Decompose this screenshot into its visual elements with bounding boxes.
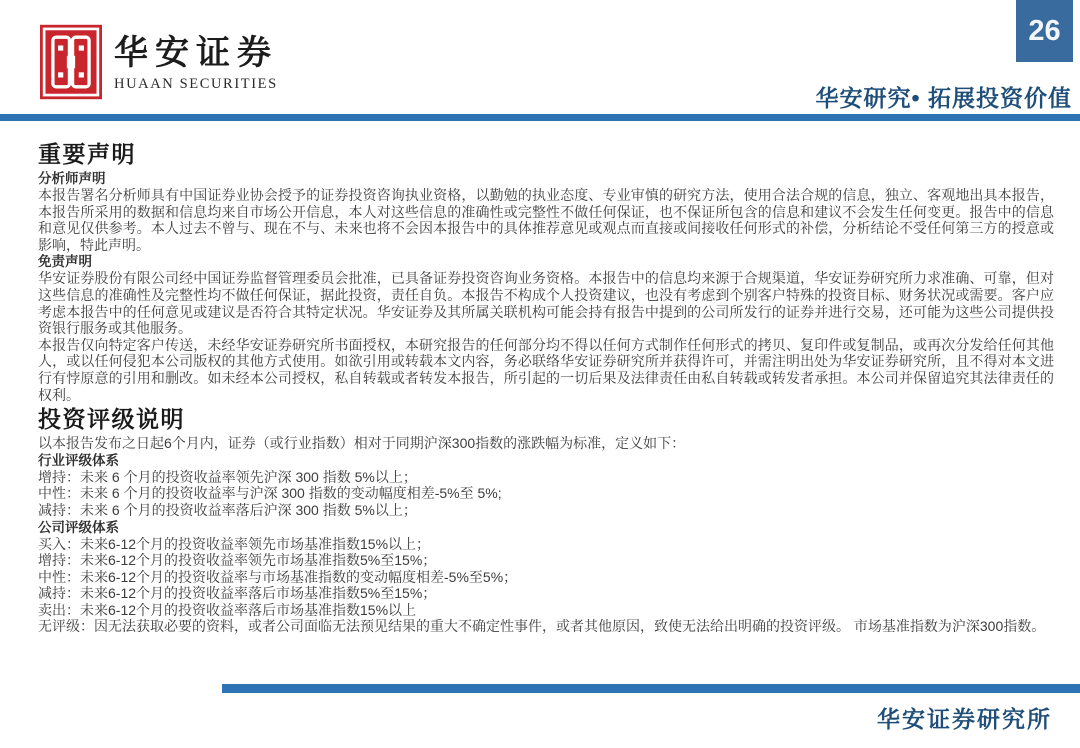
no-rating-note: 无评级：因无法获取必要的资料，或者公司面临无法预见结果的重大不确定性事件，或者其他原因，致使无法给出明确的投资评级。 市场基准指数为沪深300指数。 [38,618,1046,635]
company-rating-line: 中性：未来6-12个月的投资收益率与市场基准指数的变动幅度相差-5%至5%； [38,568,518,585]
industry-rating-line: 中性：未来 6 个月的投资收益率与沪深 300 指数的变动幅度相差-5%至 5%; [38,485,502,502]
header-rule [0,114,1080,121]
rating-intro: 以本报告发布之日起6个月内，证券（或行业指数）相对于同期沪深300指数的涨跌幅为标准，定义如下： [38,435,686,452]
brand-seal-icon [40,24,102,100]
analyst-statement-heading: 分析师声明 [38,171,106,186]
brand-name-cn: 华安证券 [114,33,278,73]
footer-rule [222,684,1080,693]
footer-institute-name: 华安证券研究所 [877,706,1052,732]
company-rating-line: 卖出：未来6-12个月的投资收益率落后市场基准指数15%以上 [38,601,417,618]
brand-text [114,34,278,93]
section-title-rating: 投资评级说明 [38,406,185,433]
section-title-important: 重要声明 [38,141,136,167]
industry-rating-line: 减持：未来 6 个月的投资收益率落后沪深 300 指数 5%以上； [38,501,417,518]
disclaimer-heading: 免责声明 [38,254,92,270]
brand-name-en: HUAAN SECURITIES [114,76,278,92]
page-number-badge [1016,0,1073,62]
page-number: 26 [1028,14,1061,47]
content-area [38,141,1054,635]
company-rating-line: 减持：未来6-12个月的投资收益率落后市场基准指数5%至15%； [38,585,437,602]
research-tagline: 华安研究• 拓展投资价值 [815,85,1072,111]
analyst-statement-body: 本报告署名分析师具有中国证券业协会授予的证券投资咨询执业资格，以勤勉的执业态度、专业审慎的研究方法，使用合法合规的信息，独立、客观地出具本报告，本报告所采用的数据和信息均来自市场公开信息，本人对这些信息的准确性或完整性不做任何保证，也不保证所包含的信息和建议不会发生任何变更。报告中的信息和意见仅供参考。本人过去不曾与、现在不与、未来也将不会因本报告中的具体推荐意见或观点而直接或间接收任何形式的补偿，分析结论不受任何第三方的授意或影响，特此声明。 [38,187,1054,253]
disclaimer-body-1: 华安证券股份有限公司经中国证券监督管理委员会批准，已具备证券投资咨询业务资格。本报告中的信息均来源于合规渠道，华安证券研究所力求准确、可靠，但对这些信息的准确性及完整性均不做任何保证，据此投资，责任自负。本报告不构成个人投资建议，也没有考虑到个别客户特殊的投资目标、财务状况或需要。客户应考虑本报告中的任何意见或建议是否符合其特定状况。华安证券及其所属关联机构可能会持有报告中提到的公司所发行的证券并进行交易，还可能为这些公司提供投资银行服务或其他服务。 [38,270,1054,337]
company-rating-line: 增持：未来6-12个月的投资收益率领先市场基准指数5%至15%； [38,552,437,569]
brand-logo [40,24,278,100]
industry-rating-heading: 行业评级体系 [38,452,119,468]
company-rating-line: 买入：未来6-12个月的投资收益率领先市场基准指数15%以上； [38,535,431,552]
company-rating-heading: 公司评级体系 [38,519,119,535]
industry-rating-line: 增持：未来 6 个月的投资收益率领先沪深 300 指数 5%以上； [38,468,417,485]
disclaimer-body-2: 本报告仅向特定客户传送，未经华安证券研究所书面授权，本研究报告的任何部分均不得以任何方式制作任何形式的拷贝、复印件或复制品，或再次分发给任何其他人，或以任何侵犯本公司版权的其他方式使用。如欲引用或转载本文内容，务必联络华安证券研究所并获得许可，并需注明出处为华安证券研究所，且不得对本文进行有悖原意的引用和删改。如未经本公司授权，私自转载或者转发本报告，所引起的一切后果及法律责任由私自转载或转发者承担。本公司并保留追究其法律责任的权利。 [38,336,1054,403]
